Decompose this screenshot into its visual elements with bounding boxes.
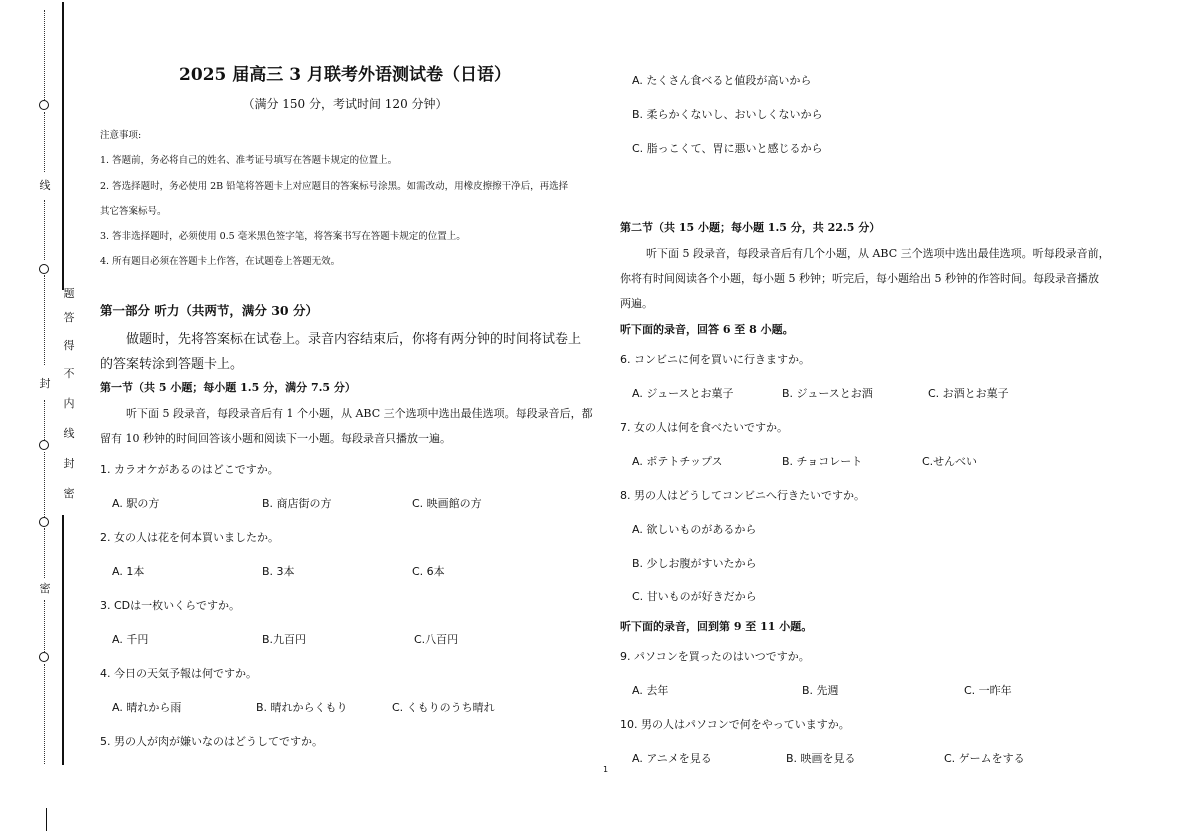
option: B. 3本 <box>262 565 295 578</box>
option: C. 甘いものが好きだから <box>632 590 757 603</box>
option: C. お酒とお菓子 <box>928 387 1009 400</box>
binding-char: 不 <box>63 367 75 380</box>
section2-heading: 第二节（共 15 小题；每小题 1.5 分，共 22.5 分） <box>620 221 881 234</box>
part1-intro: 的答案转涂到答题卡上。 <box>100 357 244 372</box>
binding-char: 封 <box>39 377 51 390</box>
binding-dotted-line <box>44 275 45 365</box>
question-8: 8. 男の人はどうしてコンビニへ行きたいですか。 <box>620 489 865 502</box>
section1-intro: 听下面 5 段录音，每段录音后有 1 个小题，从 ABC 三个选项中选出最佳选项。每段录音后，都 <box>126 407 593 420</box>
notice-item: 4. 所有题目必须在答题卡上作答，在试题卷上答题无效。 <box>100 256 341 267</box>
section1-heading: 第一节（共 5 小题；每小题 1.5 分，满分 7.5 分） <box>100 381 356 394</box>
part1-heading: 第一部分 听力（共两节，满分 30 分） <box>100 303 318 318</box>
option: A. 晴れから雨 <box>112 701 182 714</box>
option: A. 千円 <box>112 633 149 646</box>
question-2: 2. 女の人は花を何本買いましたか。 <box>100 531 279 544</box>
option: C.せんべい <box>922 455 977 468</box>
binding-char: 得 <box>63 339 75 352</box>
corner-line <box>46 808 47 831</box>
binding-char: 线 <box>39 179 51 192</box>
option: C. 6本 <box>412 565 445 578</box>
binding-dotted-line <box>44 10 45 100</box>
option: B. チョコレート <box>782 455 863 468</box>
option: B. 先週 <box>802 684 839 697</box>
binding-char: 线 <box>63 427 75 440</box>
option: C. 映画館の方 <box>412 497 482 510</box>
option: B. 柔らかくないし、おいしくないから <box>632 108 823 121</box>
binding-dotted-line <box>44 528 45 578</box>
question-5: 5. 男の人が肉が嫌いなのはどうしてですか。 <box>100 735 323 748</box>
question-4: 4. 今日の天気予報は何ですか。 <box>100 667 257 680</box>
binding-margin <box>0 0 80 831</box>
question-6: 6. コンビニに何を買いに行きますか。 <box>620 353 810 366</box>
notice-item: 1. 答题前，务必将自己的姓名、准考证号填写在答题卡规定的位置上。 <box>100 155 398 166</box>
binding-dotted-line <box>44 600 45 652</box>
option: A. ポテトチップス <box>632 455 723 468</box>
notice-item: 2. 答选择题时，务必使用 2B 铅笔将答题卡上对应题目的答案标号涂黑。如需改动，用橡皮擦擦干净后，再选择 <box>100 181 569 192</box>
group-heading: 听下面的录音，回答 6 至 8 小题。 <box>620 323 794 336</box>
binding-circle <box>39 652 49 662</box>
exam-subtitle: （满分 150 分，考试时间 120 分钟） <box>242 97 448 111</box>
binding-dotted-line <box>44 452 45 517</box>
binding-dotted-line <box>44 200 45 260</box>
option: B. 少しお腹がすいたから <box>632 557 757 570</box>
part1-intro: 做题时，先将答案标在试卷上。录音内容结束后，你将有两分钟的时间将试卷上 <box>126 332 582 347</box>
section1-intro: 留有 10 秒钟的时间回答该小题和阅读下一小题。每段录音只播放一遍。 <box>100 432 451 445</box>
option: A. アニメを見る <box>632 752 712 765</box>
option: B. ジュースとお酒 <box>782 387 873 400</box>
binding-vertical-line <box>62 515 64 765</box>
binding-dotted-line <box>44 664 45 764</box>
option: A. 欲しいものがあるから <box>632 523 757 536</box>
option: B. 商店街の方 <box>262 497 332 510</box>
binding-dotted-line <box>44 112 45 172</box>
option: C. ゲームをする <box>944 752 1025 765</box>
binding-char: 密 <box>63 487 75 500</box>
binding-char: 封 <box>63 457 75 470</box>
question-9: 9. パソコンを買ったのはいつですか。 <box>620 650 810 663</box>
question-1: 1. カラオケがあるのはどこですか。 <box>100 463 279 476</box>
notice-item: 3. 答非选择题时，必须使用 0.5 毫米黑色签字笔，将答案书写在答题卡规定的位置上。 <box>100 231 466 242</box>
binding-dotted-line <box>44 400 45 440</box>
option: A. 1本 <box>112 565 145 578</box>
section2-intro: 你将有时间阅读各个小题，每小题 5 秒钟；听完后，每小题给出 5 秒钟的作答时间。每段录音播放 <box>620 272 1099 285</box>
notice-item: 其它答案标号。 <box>100 206 167 217</box>
question-3: 3. CDは一枚いくらですか。 <box>100 599 241 612</box>
question-7: 7. 女の人は何を食べたいですか。 <box>620 421 788 434</box>
option: C.八百円 <box>414 633 459 646</box>
binding-char: 题 <box>63 287 75 300</box>
option: C. 一昨年 <box>964 684 1012 697</box>
option: C. くもりのうち晴れ <box>392 701 495 714</box>
binding-char: 答 <box>63 311 75 324</box>
option: B. 映画を見る <box>786 752 856 765</box>
binding-vertical-line <box>62 2 64 290</box>
binding-char: 内 <box>63 397 75 410</box>
question-10: 10. 男の人はパソコンで何をやっていますか。 <box>620 718 850 731</box>
binding-circle <box>39 264 49 274</box>
option: A. 去年 <box>632 684 669 697</box>
option: A. 駅の方 <box>112 497 160 510</box>
exam-title: 2025 届高三 3 月联考外语测试卷（日语） <box>179 65 511 85</box>
section2-intro: 两遍。 <box>620 297 653 310</box>
binding-circle <box>39 517 49 527</box>
page-number: 1 <box>603 765 609 774</box>
option: B.九百円 <box>262 633 307 646</box>
binding-circle <box>39 440 49 450</box>
binding-char: 密 <box>39 582 51 595</box>
binding-circle <box>39 100 49 110</box>
option: A. たくさん食べると値段が高いから <box>632 74 812 87</box>
section2-intro: 听下面 5 段录音，每段录音后有几个小题，从 ABC 三个选项中选出最佳选项。听每段录音前， <box>646 247 1110 260</box>
group-heading: 听下面的录音，回到第 9 至 11 小题。 <box>620 620 813 633</box>
option: A. ジュースとお菓子 <box>632 387 734 400</box>
option: B. 晴れからくもり <box>256 701 348 714</box>
option: C. 脂っこくて、胃に悪いと感じるから <box>632 142 823 155</box>
notice-title: 注意事项: <box>100 130 142 141</box>
